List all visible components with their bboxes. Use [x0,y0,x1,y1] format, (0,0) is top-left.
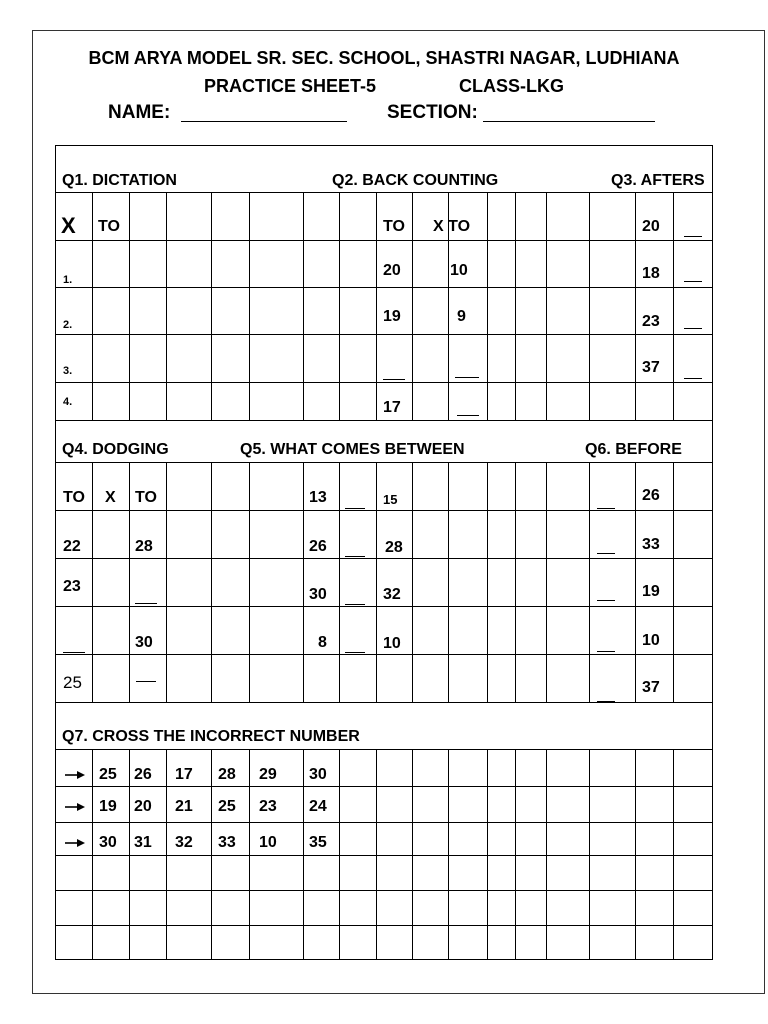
q5-left-4: 8 [318,634,327,651]
q4-blank-b[interactable] [135,603,157,604]
q6-blank-3[interactable] [597,600,615,601]
q7-number[interactable]: 29 [259,766,277,783]
grid-col-line [92,462,93,702]
grid-row-line [55,749,713,750]
grid-row-line [55,287,713,288]
q7-number[interactable]: 25 [99,766,117,783]
arrow-right-icon [64,800,86,819]
q1-row-4: 4. [63,396,73,408]
grid-col-line [166,462,167,702]
section-field[interactable] [483,121,655,122]
q2-blank-c[interactable] [457,415,479,416]
grid-col-line [546,749,547,959]
grid-row-line [55,558,713,559]
grid-row-line [55,192,713,193]
grid-col-line [635,462,636,702]
q3-blank-1[interactable] [684,236,702,237]
q7-number[interactable]: 35 [309,834,327,851]
grid-col-line [448,462,449,702]
q6-val-5: 37 [642,679,660,696]
grid-border-bottom [55,959,713,960]
grid-row-line [55,855,713,856]
grid-col-line [546,462,547,702]
q4-a-3: 25 [63,673,82,692]
grid-col-line [546,192,547,420]
q1-title: Q1. DICTATION [62,172,177,189]
q6-val-1: 26 [642,487,660,504]
q4-blank-a[interactable] [63,652,85,653]
grid-col-line [303,192,304,420]
grid-col-line [448,749,449,959]
grid-col-line [589,192,590,420]
q3-val-3: 23 [642,313,660,330]
grid-col-line [376,749,377,959]
q2-xto-label: X TO [433,218,471,235]
grid-col-line [635,749,636,959]
grid-col-line [515,749,516,959]
grid-col-line [635,192,636,420]
grid-border-top [55,145,713,146]
grid-col-line [129,462,130,702]
grid-border-left [55,145,56,959]
grid-col-line [211,462,212,702]
q2-b-2: 9 [457,308,466,325]
q5-left-1: 13 [309,489,327,506]
q7-number[interactable]: 31 [134,834,152,851]
grid-col-line [673,749,674,959]
q5-blank-3[interactable] [345,604,365,605]
q4-a-1: 22 [63,538,81,555]
q3-title: Q3. AFTERS [611,172,705,189]
grid-col-line [249,462,250,702]
q2-to-label: TO [383,218,405,235]
q7-number[interactable]: 23 [259,798,277,815]
grid-row-line [55,822,713,823]
q7-number[interactable]: 24 [309,798,327,815]
grid-col-line [166,192,167,420]
q5-blank-1[interactable] [345,508,365,509]
q5-blank-4[interactable] [345,652,365,653]
grid-row-line [55,462,713,463]
grid-col-line [412,462,413,702]
q6-blank-1[interactable] [597,508,615,509]
q5-right-4: 10 [383,635,401,652]
grid-col-line [339,462,340,702]
q3-val-4: 37 [642,359,660,376]
q4-to2-label: TO [135,489,157,506]
grid-col-line [249,192,250,420]
q1-to-label: TO [98,218,120,235]
q1-row-3: 3. [63,365,73,377]
grid-col-line [412,749,413,959]
grid-row-line [55,420,713,421]
q1-row-2: 2. [63,319,73,331]
q2-blank-b[interactable] [455,377,479,378]
section-label: SECTION: [387,102,478,123]
q4-b-2: 30 [135,634,153,651]
q3-val-2: 18 [642,265,660,282]
q2-a-2: 19 [383,308,401,325]
grid-col-line [673,192,674,420]
grid-row-line [55,702,713,703]
q5-title: Q5. WHAT COMES BETWEEN [240,441,465,458]
q5-right-2: 28 [385,539,403,556]
grid-col-line [487,749,488,959]
q6-blank-4[interactable] [597,651,615,652]
q4-b-1: 28 [135,538,153,555]
grid-col-line [129,749,130,959]
q7-number[interactable]: 26 [134,766,152,783]
q2-a-1: 20 [383,262,401,279]
grid-row-line [55,890,713,891]
q7-number[interactable]: 21 [175,798,193,815]
q6-val-3: 19 [642,583,660,600]
q7-number[interactable]: 33 [218,834,236,851]
grid-row-line [55,786,713,787]
q7-number[interactable]: 30 [309,766,327,783]
grid-col-line [412,192,413,420]
grid-col-line [515,462,516,702]
grid-row-line [55,925,713,926]
q2-title: Q2. BACK COUNTING [332,172,499,189]
grid-border-right [712,145,713,959]
grid-row-line [55,382,713,383]
grid-row-line [55,606,713,607]
grid-col-line [376,462,377,702]
q4-to1-label: TO [63,489,85,506]
school-title: BCM ARYA MODEL SR. SEC. SCHOOL, SHASTRI NAGAR, LUDHIANA [88,48,680,68]
grid-col-line [339,192,340,420]
q6-val-2: 33 [642,536,660,553]
grid-col-line [487,462,488,702]
name-field[interactable] [181,121,347,122]
grid-col-line [673,462,674,702]
q3-blank-2[interactable] [684,281,702,282]
q6-val-4: 10 [642,632,660,649]
q7-title: Q7. CROSS THE INCORRECT NUMBER [62,728,360,745]
q1-row-1: 1. [63,274,73,286]
q7-number[interactable]: 30 [99,834,117,851]
grid-col-line [211,749,212,959]
q4-title: Q4. DODGING [62,441,169,458]
q3-blank-4[interactable] [684,378,702,379]
grid-col-line [92,749,93,959]
q6-blank-2[interactable] [597,553,615,554]
class-label: CLASS-LKG [459,76,564,96]
q4-x-label: X [105,489,116,506]
grid-col-line [92,192,93,420]
q6-blank-5[interactable] [597,701,615,702]
q7-number[interactable]: 32 [175,834,193,851]
q7-number[interactable]: 20 [134,798,152,815]
grid-col-line [589,462,590,702]
q2-b-1: 10 [450,262,468,279]
q3-val-1: 20 [642,218,660,235]
arrow-right-icon [64,768,86,787]
q3-blank-3[interactable] [684,328,702,329]
q7-number[interactable]: 25 [218,798,236,815]
grid-col-line [303,749,304,959]
q1-x-label: X [61,213,76,238]
grid-col-line [129,192,130,420]
name-label: NAME: [108,102,171,123]
q2-blank-a[interactable] [383,379,405,380]
q5-left-3: 30 [309,586,327,603]
q4-blank-c[interactable] [136,681,156,682]
grid-col-line [376,192,377,420]
grid-col-line [487,192,488,420]
sheet-title: PRACTICE SHEET-5 [204,76,377,96]
grid-row-line [55,654,713,655]
grid-row-line [55,240,713,241]
q7-number[interactable]: 10 [259,834,277,851]
grid-col-line [589,749,590,959]
q5-blank-2[interactable] [345,556,365,557]
grid-col-line [249,749,250,959]
grid-col-line [211,192,212,420]
q2-a-3: 17 [383,399,401,416]
grid-row-line [55,510,713,511]
q5-right-3: 32 [383,586,401,603]
grid-col-line [303,462,304,702]
q7-number[interactable]: 28 [218,766,236,783]
q4-a-2: 23 [63,578,81,595]
grid-col-line [515,192,516,420]
q7-number[interactable]: 19 [99,798,117,815]
grid-row-line [55,334,713,335]
arrow-right-icon [64,836,86,855]
grid-col-line [166,749,167,959]
grid-col-line [339,749,340,959]
q5-left-2: 26 [309,538,327,555]
q6-title: Q6. BEFORE [585,441,682,458]
q7-number[interactable]: 17 [175,766,193,783]
q5-right-1: 15 [383,492,398,507]
